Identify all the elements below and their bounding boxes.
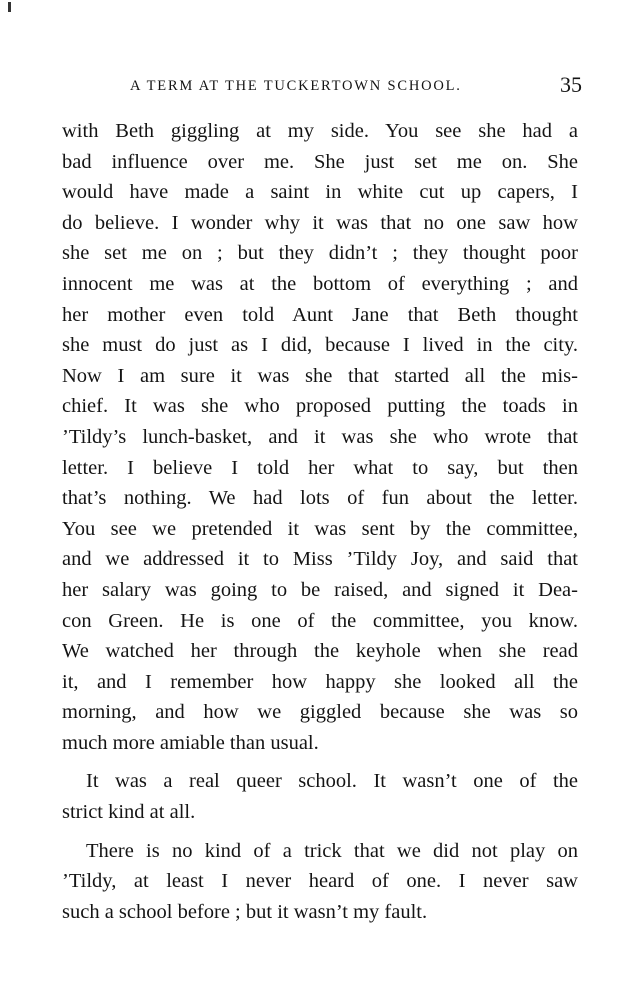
text-line: Now I am sure it was she that started all the mis- [62, 364, 578, 387]
paragraph-2 [62, 766, 578, 827]
paragraph-gap [62, 758, 578, 766]
text-line: her mother even told Aunt Jane that Beth thought [62, 303, 578, 326]
text-line: There is no kind of a trick that we did not play on [86, 839, 578, 862]
text-line: do believe. I wonder why it was that no one saw how [62, 211, 578, 234]
text-line: It was a real queer school. It wasn’t one of the [86, 770, 578, 793]
scan-mark [8, 2, 11, 12]
paragraph-1 [62, 116, 578, 758]
text-line: innocent me was at the bottom of everything ; and [62, 272, 578, 295]
text-line: it, and I remember how happy she looked all the [62, 670, 578, 693]
running-head [62, 74, 582, 102]
text-line: bad influence over me. She just set me on. She [62, 150, 578, 173]
text-line: We watched her through the keyhole when she read [62, 640, 578, 663]
paragraph-gap [62, 828, 578, 836]
text-line: ’Tildy, at least I never heard of one. I never saw [62, 870, 578, 893]
text-line: she must do just as I did, because I lived in the city. [62, 334, 578, 357]
text-line: such a school before ; but it wasn’t my fault. [62, 900, 428, 923]
running-title: A TERM AT THE TUCKERTOWN SCHOOL. [130, 78, 462, 94]
text-line: ’Tildy’s lunch-basket, and it was she who wrote that [62, 425, 578, 448]
text-line: con Green. He is one of the committee, you know. [62, 609, 578, 632]
text-line: You see we pretended it was sent by the committee, [62, 517, 578, 540]
text-line: morning, and how we giggled because she was so [62, 701, 578, 724]
text-line: would have made a saint in white cut up capers, I [62, 181, 578, 204]
text-line: that’s nothing. We had lots of fun about the letter. [62, 487, 578, 510]
text-line: she set me on ; but they didn’t ; they thought poor [62, 242, 578, 265]
text-line: her salary was going to be raised, and signed it Dea- [62, 578, 578, 601]
text-line: with Beth giggling at my side. You see she had a [62, 120, 578, 142]
body-text [62, 116, 578, 927]
text-line: letter. I believe I told her what to say, but then [62, 456, 578, 479]
text-line: and we addressed it to Miss ’Tildy Joy, and said that [62, 548, 578, 571]
text-line: much more amiable than usual. [62, 731, 319, 754]
page-number: 35 [560, 72, 582, 97]
paragraph-3 [62, 836, 578, 928]
text-line: chief. It was she who proposed putting the toads in [62, 395, 578, 418]
text-line: strict kind at all. [62, 801, 196, 824]
